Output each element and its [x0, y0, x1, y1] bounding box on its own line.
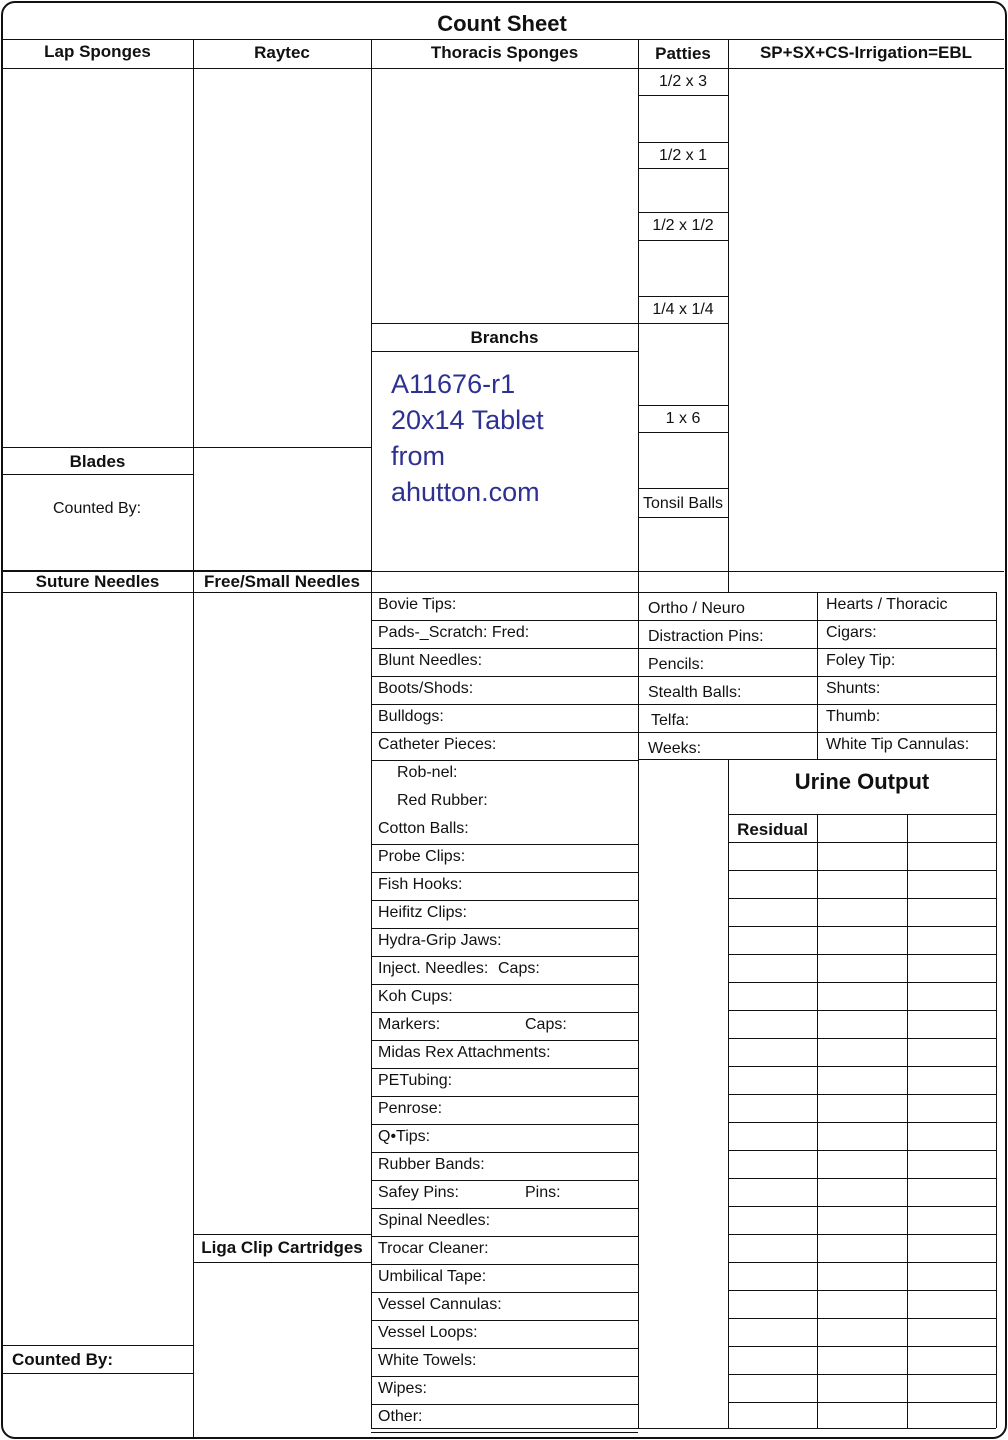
urine-row-line: [728, 926, 996, 927]
urine-row-line: [728, 1234, 996, 1235]
patties-row-line: [638, 405, 728, 406]
header-branchs: Branchs: [470, 328, 539, 347]
urine-row-line: [728, 1150, 996, 1151]
urine-row-line: [728, 1402, 996, 1403]
misc-row-line: [371, 900, 638, 901]
watermark-line: 20x14 Tablet: [391, 405, 544, 435]
urine-row-line: [728, 1066, 996, 1067]
misc-item-label: Penrose:: [378, 1100, 443, 1117]
misc-row-line: [371, 1404, 638, 1405]
header-patties: Patties: [655, 44, 711, 63]
urine-row-line: [728, 1318, 996, 1319]
misc-item-label: Umbilical Tape:: [378, 1268, 487, 1285]
urine-row-line: [728, 954, 996, 955]
pins-label: Pins:: [525, 1184, 561, 1201]
hearts-thoracic-label: Thumb:: [826, 708, 881, 725]
patties-row-line: [638, 142, 728, 143]
urine-col-2: [817, 814, 818, 1428]
misc-item-label: Other:: [378, 1408, 423, 1425]
header-lap-sponges: Lap Sponges: [44, 42, 151, 61]
urine-row-line: [728, 1374, 996, 1375]
ortho-neuro-label: Distraction Pins:: [648, 628, 764, 645]
misc-row-line: [371, 928, 638, 929]
misc-item-label: Trocar Cleaner:: [378, 1240, 489, 1257]
patties-row-line: [638, 323, 728, 324]
header-thoracis-sponges: Thoracis Sponges: [430, 43, 579, 62]
misc-item-label: Boots/Shods:: [378, 680, 474, 697]
misc-row-line: [371, 1040, 638, 1041]
misc-row-line: [371, 984, 638, 985]
urine-row-line: [728, 1206, 996, 1207]
misc-row-line: [371, 1348, 638, 1349]
urine-row-line: [728, 982, 996, 983]
ortho-bottom: [638, 759, 996, 760]
header-free-small-needles: Free/Small Needles: [204, 572, 360, 591]
patties-size-label: 1/4 x 1/4: [652, 301, 714, 318]
misc-row-line: [371, 1096, 638, 1097]
urine-row-line: [728, 1010, 996, 1011]
misc-item-label: Koh Cups:: [378, 988, 453, 1005]
header-raytec: Raytec: [254, 43, 310, 62]
ortho-row-line: [638, 732, 996, 733]
ortho-row-line: [638, 620, 996, 621]
patties-row-line: [638, 432, 728, 433]
misc-item-label: Red Rubber:: [397, 792, 488, 809]
misc-item-label: Cotton Balls:: [378, 820, 469, 837]
misc-row-line: [371, 1208, 638, 1209]
patties-row-line: [638, 488, 728, 489]
misc-item-label: Fish Hooks:: [378, 876, 463, 893]
misc-row-line: [371, 1068, 638, 1069]
misc-row-line: [371, 1180, 638, 1181]
patties-row-line: [638, 68, 728, 69]
title-rule: [2, 39, 1004, 40]
blades-top: [2, 447, 371, 448]
urine-col-3: [907, 814, 908, 1428]
misc-item-label: Rob-nel:: [397, 764, 458, 781]
urine-row-line: [728, 898, 996, 899]
misc-item-label: Markers:: [378, 1016, 441, 1033]
misc-row-line: [371, 956, 638, 957]
urine-row-line: [728, 1290, 996, 1291]
misc-item-label: Rubber Bands:: [378, 1156, 485, 1173]
ortho-row-line: [638, 648, 996, 649]
misc-item-label: Catheter Pieces:: [378, 736, 497, 753]
misc-item-label: Midas Rex Attachments:: [378, 1044, 551, 1061]
header-residual: Residual: [737, 820, 808, 839]
bottom-rule: [371, 1428, 996, 1429]
header-suture-needles: Suture Needles: [35, 572, 160, 591]
header-urine-output: Urine Output: [794, 769, 930, 794]
ortho-neuro-label: Pencils:: [648, 656, 705, 673]
liga-top: [193, 1234, 371, 1235]
hearts-thoracic-label: Cigars:: [826, 624, 877, 641]
counted-by-label: Counted By:: [12, 1350, 114, 1369]
caps-label: Caps:: [498, 960, 540, 977]
counted-by-bottom: [2, 1373, 193, 1374]
ortho-neuro-label: Stealth Balls:: [648, 684, 742, 701]
misc-item-label: Vessel Loops:: [378, 1324, 478, 1341]
misc-item-label: Bovie Tips:: [378, 596, 457, 613]
misc-row-line: [371, 648, 638, 649]
col-raytec-thoracis: [371, 39, 372, 593]
misc-item-label: Safey Pins:: [378, 1184, 459, 1201]
urine-row-line: [728, 870, 996, 871]
watermark-line: A11676-r1: [391, 369, 516, 399]
branchs-bottom: [371, 351, 638, 352]
patties-size-label: 1 x 6: [665, 410, 701, 427]
patties-row-line: [638, 168, 728, 169]
liga-bottom: [193, 1262, 371, 1263]
urine-row-line: [728, 1038, 996, 1039]
misc-row-line: [371, 1432, 638, 1433]
misc-item-label: Spinal Needles:: [378, 1212, 491, 1229]
misc-item-label: White Towels:: [378, 1352, 477, 1369]
misc-row-line: [371, 1264, 638, 1265]
urine-row-line: [728, 1178, 996, 1179]
urine-row-line: [728, 1122, 996, 1123]
misc-row-line: [371, 676, 638, 677]
ortho-neuro-label: Weeks:: [648, 740, 702, 757]
hearts-thoracic-label: Hearts / Thoracic: [826, 596, 948, 613]
misc-row-line: [371, 704, 638, 705]
misc-item-label: Vessel Cannulas:: [378, 1296, 502, 1313]
col-lap-raytec: [193, 39, 194, 593]
hearts-thoracic-label: White Tip Cannulas:: [826, 736, 970, 753]
misc-row-line: [371, 1236, 638, 1237]
hearts-thoracic-label: Shunts:: [826, 680, 881, 697]
misc-row-line: [371, 760, 638, 761]
misc-row-line: [371, 1124, 638, 1125]
patties-size-label: 1/2 x 1: [658, 147, 708, 164]
misc-row-line: [371, 620, 638, 621]
ortho-neuro-label: Ortho / Neuro: [648, 600, 745, 617]
misc-row-line: [371, 872, 638, 873]
urine-row-line: [728, 1346, 996, 1347]
misc-row-line: [371, 732, 638, 733]
blades-bottom: [2, 474, 193, 475]
patties-row-line: [638, 240, 728, 241]
header-rule: [2, 68, 1004, 69]
patties-row-line: [638, 95, 728, 96]
misc-item-label: Hydra-Grip Jaws:: [378, 932, 502, 949]
misc-row-line: [371, 1292, 638, 1293]
misc-row-line: [371, 1320, 638, 1321]
urine-row-line: [728, 842, 996, 843]
ortho-row-line: [638, 704, 996, 705]
caps-label: Caps:: [525, 1016, 567, 1033]
patties-size-label: 1/2 x 1/2: [652, 217, 714, 234]
misc-item-label: PETubing:: [378, 1072, 453, 1089]
col-misc-ortho: [638, 592, 639, 1428]
page-title: Count Sheet: [437, 11, 567, 36]
patties-size-label: 1/2 x 3: [658, 73, 708, 90]
misc-row-line: [371, 1152, 638, 1153]
col-patties-ebl: [728, 39, 729, 593]
col-free-misc: [371, 592, 372, 1428]
urine-row-line: [728, 1262, 996, 1263]
ortho-row-line: [638, 676, 996, 677]
patties-row-line: [638, 517, 728, 518]
hearts-thoracic-label: Foley Tip:: [826, 652, 896, 669]
header-ebl: SP+SX+CS-Irrigation=EBL: [759, 43, 973, 62]
watermark-line: from: [391, 441, 445, 471]
patties-size-label: Tonsil Balls: [642, 495, 724, 512]
misc-item-label: Heifitz Clips:: [378, 904, 467, 921]
misc-item-label: Inject. Needles:: [378, 960, 489, 977]
ortho-neuro-label: Telfa:: [651, 712, 690, 729]
misc-row-line: [371, 1012, 638, 1013]
urine-header-bottom: [728, 814, 996, 815]
counted-by-top: [2, 1345, 193, 1346]
patties-row-line: [638, 212, 728, 213]
misc-item-label: Wipes:: [378, 1380, 427, 1397]
counted-by-label: Counted By:: [53, 500, 142, 517]
urine-row-line: [728, 1094, 996, 1095]
patties-row-line: [638, 296, 728, 297]
misc-row-line: [371, 844, 638, 845]
needles-header-bottom: [2, 592, 996, 593]
misc-item-label: Bulldogs:: [378, 708, 444, 725]
header-blades: Blades: [69, 452, 126, 471]
misc-row-line: [371, 1376, 638, 1377]
watermark: [391, 366, 544, 510]
header-liga-clip-cartridges: Liga Clip Cartridges: [201, 1238, 363, 1257]
branchs-top: [371, 323, 638, 324]
misc-item-label: Blunt Needles:: [378, 652, 483, 669]
right-edge: [996, 592, 997, 1428]
misc-item-label: Q•Tips:: [378, 1128, 431, 1145]
misc-item-label: Probe Clips:: [378, 848, 466, 865]
col-suture-free: [193, 592, 194, 1438]
misc-item-label: Pads-_Scratch: Fred:: [378, 624, 530, 641]
watermark-line: ahutton.com: [391, 477, 540, 507]
